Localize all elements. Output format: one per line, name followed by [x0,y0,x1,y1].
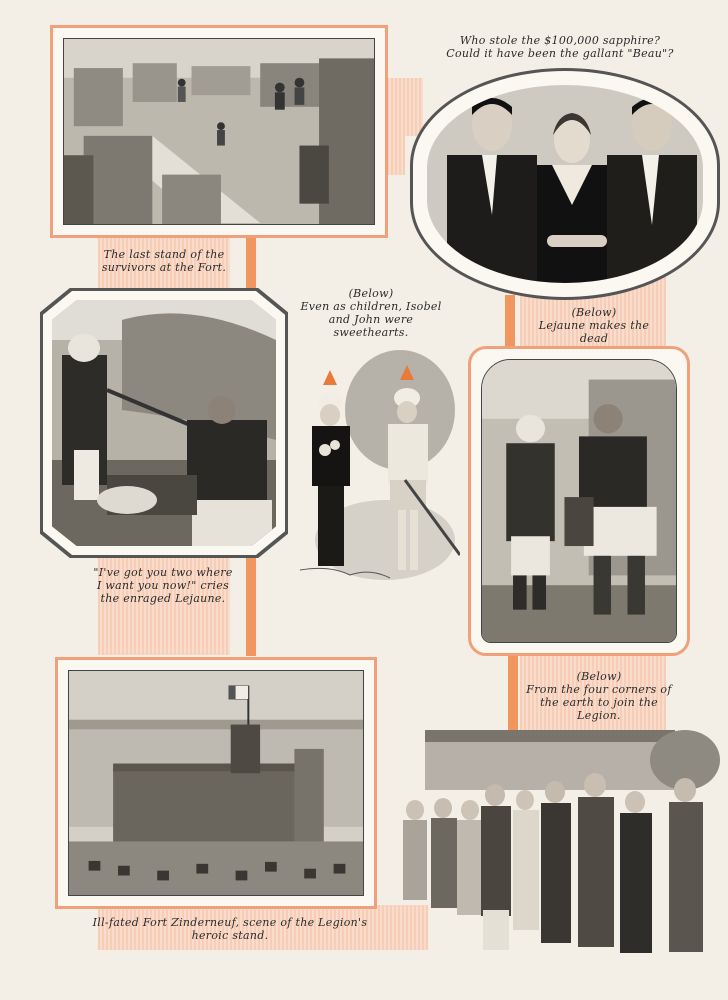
caption-line: "I've got you two where [93,566,233,579]
children-photo [290,340,460,590]
fort-stand-caption [98,248,230,274]
caption-line: (Below) [571,306,617,319]
band-center-strip [387,135,405,175]
fort-zinderneuf-caption [80,916,380,942]
fort-battle-photo [63,38,375,225]
caption-line: Who stole the $100,000 sapphire? [459,34,661,47]
caption-line: Lejaune makes the dead [538,319,650,345]
fort-zinderneuf-frame [55,657,377,909]
caption-line: Even as children, Isobel [300,300,442,313]
caption-line: I want you now!" cries [96,579,230,592]
caption-line: and John were [328,313,414,326]
four-corners-caption [524,670,674,722]
fort-battle-frame [50,25,388,238]
children-caption [296,287,446,339]
caption-line: (Below) [576,670,622,683]
caption-line: survivors at the Fort. [101,261,227,274]
band-right-top [387,78,423,136]
caption-line: Could it have been the gallant "Beau"? [446,47,674,60]
caption-line: Legion. [577,709,621,722]
caption-line: heroic stand. [191,929,269,942]
dead-man-frame [468,346,690,656]
trio-portrait-frame [410,68,720,300]
caption-line: From the four corners of [526,683,672,696]
sapphire-caption [430,34,690,60]
caption-line: the earth to join the [540,696,658,709]
caption-line: the enraged Lejaune. [100,592,226,605]
lejaune-rifle-photo [52,300,276,546]
caption-line: (Below) [348,287,394,300]
caption-line: The last stand of the [103,248,225,261]
recruits-photo [395,730,725,970]
trio-portrait-photo [427,85,703,283]
lejaune-rifle-frame [40,288,288,558]
orange-rule-right-low [508,655,518,735]
caption-line: sweethearts. [333,326,409,339]
enraged-caption [88,566,238,605]
dead-man-photo [481,359,677,643]
caption-line: Ill-fated Fort Zinderneuf, scene of the Legion's [92,916,368,929]
fort-zinderneuf-photo [68,670,364,896]
